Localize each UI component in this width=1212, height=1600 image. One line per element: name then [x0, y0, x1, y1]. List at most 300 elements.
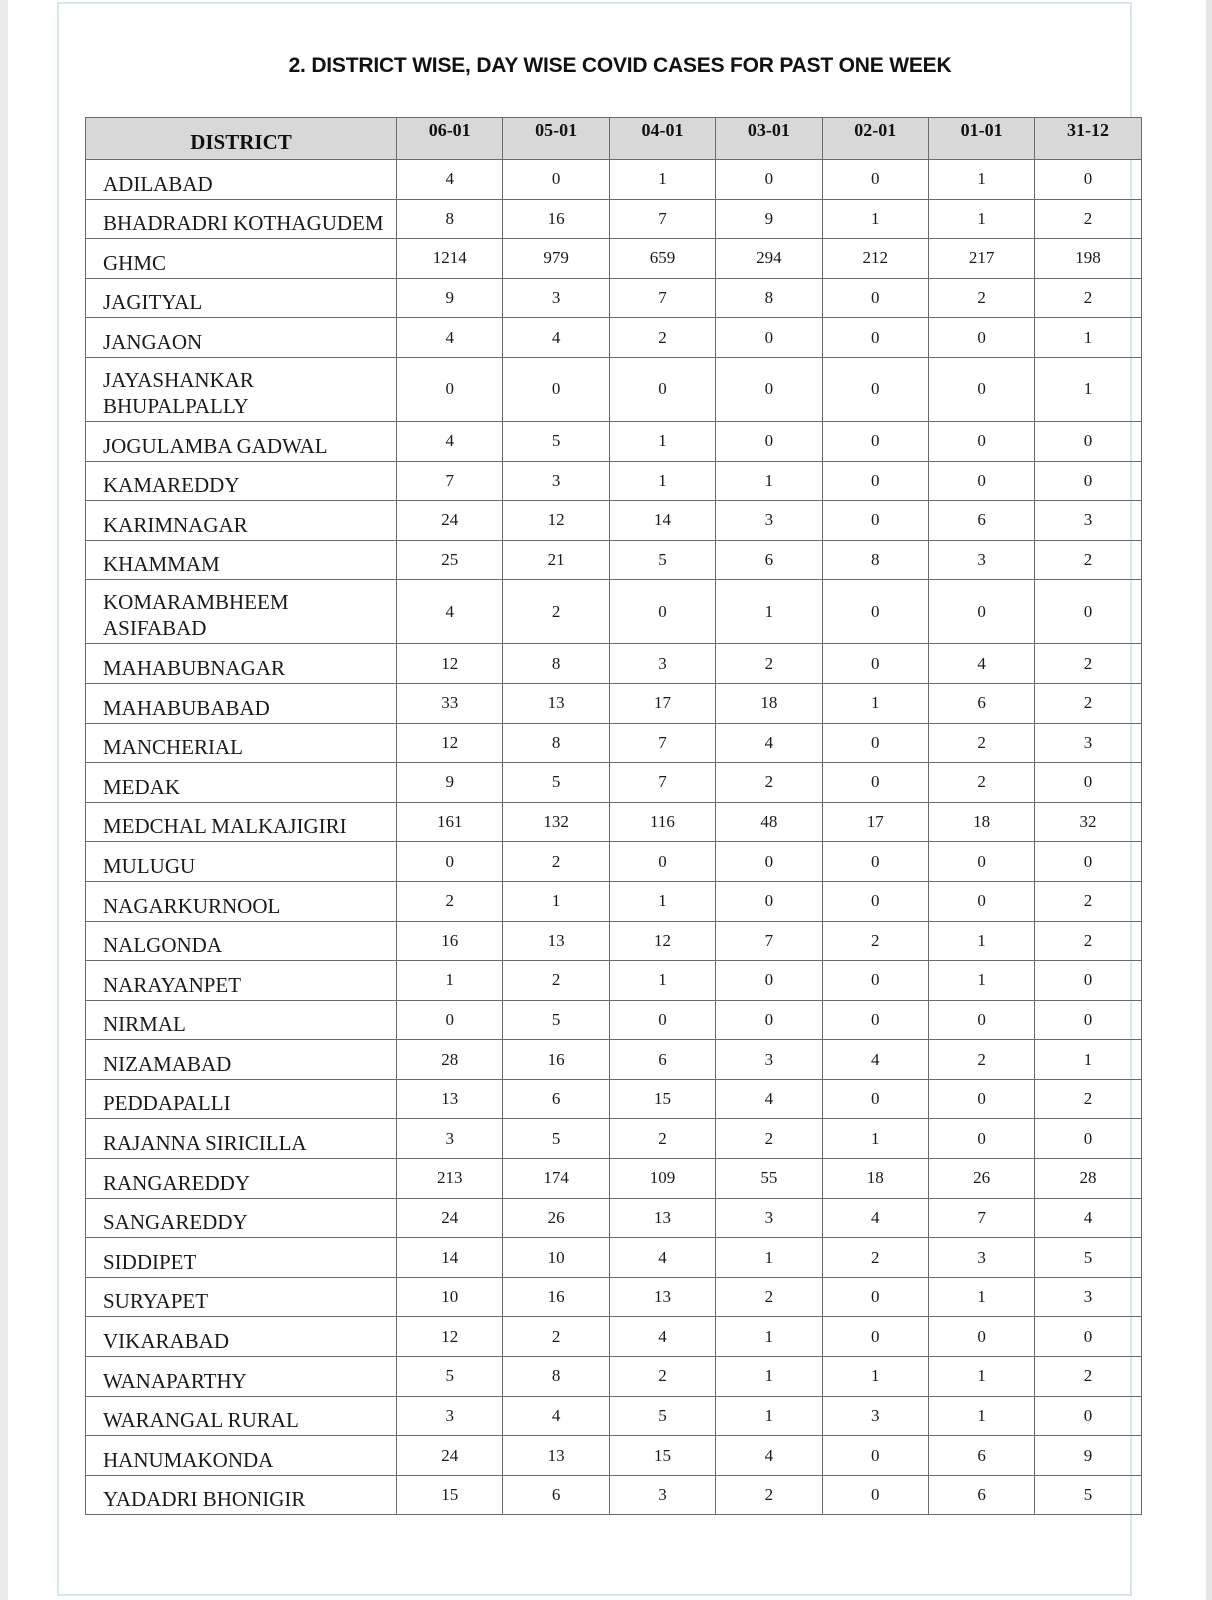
case-count-cell: 2 [1035, 1357, 1141, 1397]
case-count-cell: 0 [822, 357, 928, 421]
district-cases-table [85, 117, 1142, 1515]
table-row [86, 842, 1142, 882]
case-count-cell: 2 [716, 644, 822, 684]
case-count-cell: 0 [822, 842, 928, 882]
case-count-cell: 3 [503, 278, 609, 318]
column-header-date: 05-01 [503, 118, 609, 160]
case-count-cell: 48 [716, 802, 822, 842]
district-name-cell: NIRMAL [86, 1000, 397, 1040]
table-row [86, 1317, 1142, 1357]
case-count-cell: 9 [397, 763, 503, 803]
table-row [86, 580, 1142, 644]
case-count-cell: 2 [1035, 540, 1141, 580]
case-count-cell: 0 [822, 160, 928, 200]
case-count-cell: 2 [1035, 921, 1141, 961]
case-count-cell: 0 [928, 421, 1034, 461]
table-row [86, 881, 1142, 921]
table-row [86, 1040, 1142, 1080]
case-count-cell: 132 [503, 802, 609, 842]
case-count-cell: 3 [397, 1119, 503, 1159]
case-count-cell: 3 [609, 644, 715, 684]
case-count-cell: 55 [716, 1159, 822, 1199]
table-row [86, 802, 1142, 842]
case-count-cell: 0 [822, 644, 928, 684]
case-count-cell: 33 [397, 683, 503, 723]
case-count-cell: 4 [716, 1436, 822, 1476]
case-count-cell: 0 [1035, 1000, 1141, 1040]
case-count-cell: 2 [928, 763, 1034, 803]
case-count-cell: 4 [1035, 1198, 1141, 1238]
case-count-cell: 0 [928, 1000, 1034, 1040]
case-count-cell: 1 [1035, 1040, 1141, 1080]
case-count-cell: 1 [928, 921, 1034, 961]
case-count-cell: 0 [822, 461, 928, 501]
table-row [86, 540, 1142, 580]
case-count-cell: 2 [716, 763, 822, 803]
case-count-cell: 1 [609, 461, 715, 501]
case-count-cell: 5 [1035, 1238, 1141, 1278]
table-row [86, 723, 1142, 763]
case-count-cell: 0 [928, 357, 1034, 421]
case-count-cell: 28 [397, 1040, 503, 1080]
table-row [86, 1000, 1142, 1040]
case-count-cell: 1 [928, 961, 1034, 1001]
case-count-cell: 6 [503, 1475, 609, 1515]
case-count-cell: 0 [822, 278, 928, 318]
case-count-cell: 5 [503, 763, 609, 803]
case-count-cell: 2 [716, 1277, 822, 1317]
case-count-cell: 7 [609, 763, 715, 803]
case-count-cell: 2 [397, 881, 503, 921]
case-count-cell: 3 [503, 461, 609, 501]
table-row [86, 357, 1142, 421]
column-header-date: 31-12 [1035, 118, 1141, 160]
table-row [86, 1357, 1142, 1397]
case-count-cell: 0 [609, 357, 715, 421]
case-count-cell: 13 [397, 1079, 503, 1119]
case-count-cell: 0 [1035, 1317, 1141, 1357]
case-count-cell: 1 [716, 1396, 822, 1436]
table-row [86, 1119, 1142, 1159]
table-body [86, 160, 1142, 1515]
case-count-cell: 1 [716, 1357, 822, 1397]
case-count-cell: 5 [609, 1396, 715, 1436]
district-name-cell: YADADRI BHONIGIR [86, 1475, 397, 1515]
case-count-cell: 1 [716, 1317, 822, 1357]
case-count-cell: 8 [716, 278, 822, 318]
case-count-cell: 0 [716, 842, 822, 882]
case-count-cell: 5 [503, 1000, 609, 1040]
case-count-cell: 0 [397, 357, 503, 421]
case-count-cell: 9 [1035, 1436, 1141, 1476]
table-row [86, 763, 1142, 803]
case-count-cell: 12 [609, 921, 715, 961]
case-count-cell: 174 [503, 1159, 609, 1199]
case-count-cell: 1 [609, 881, 715, 921]
case-count-cell: 0 [928, 1119, 1034, 1159]
case-count-cell: 13 [503, 1436, 609, 1476]
case-count-cell: 4 [503, 318, 609, 358]
case-count-cell: 7 [397, 461, 503, 501]
case-count-cell: 0 [503, 160, 609, 200]
column-header-date: 01-01 [928, 118, 1034, 160]
case-count-cell: 2 [503, 1317, 609, 1357]
case-count-cell: 2 [609, 318, 715, 358]
case-count-cell: 0 [822, 723, 928, 763]
case-count-cell: 28 [1035, 1159, 1141, 1199]
district-name-cell: NARAYANPET [86, 961, 397, 1001]
case-count-cell: 6 [928, 501, 1034, 541]
case-count-cell: 0 [928, 461, 1034, 501]
case-count-cell: 15 [609, 1436, 715, 1476]
case-count-cell: 7 [716, 921, 822, 961]
case-count-cell: 1 [1035, 357, 1141, 421]
case-count-cell: 109 [609, 1159, 715, 1199]
case-count-cell: 2 [609, 1119, 715, 1159]
case-count-cell: 9 [716, 199, 822, 239]
case-count-cell: 16 [503, 1040, 609, 1080]
case-count-cell: 5 [1035, 1475, 1141, 1515]
case-count-cell: 0 [609, 1000, 715, 1040]
case-count-cell: 0 [822, 1436, 928, 1476]
table-row [86, 1277, 1142, 1317]
case-count-cell: 4 [397, 421, 503, 461]
table-row [86, 644, 1142, 684]
case-count-cell: 21 [503, 540, 609, 580]
viewer-scrollbar-track[interactable] [1206, 0, 1212, 1600]
case-count-cell: 8 [397, 199, 503, 239]
case-count-cell: 24 [397, 501, 503, 541]
case-count-cell: 2 [928, 723, 1034, 763]
table-row [86, 1159, 1142, 1199]
case-count-cell: 14 [397, 1238, 503, 1278]
case-count-cell: 6 [609, 1040, 715, 1080]
table-row [86, 160, 1142, 200]
case-count-cell: 15 [609, 1079, 715, 1119]
case-count-cell: 2 [1035, 1079, 1141, 1119]
table-row [86, 1238, 1142, 1278]
district-name-cell: RAJANNA SIRICILLA [86, 1119, 397, 1159]
case-count-cell: 4 [716, 723, 822, 763]
case-count-cell: 0 [609, 842, 715, 882]
case-count-cell: 16 [503, 199, 609, 239]
case-count-cell: 979 [503, 239, 609, 279]
case-count-cell: 0 [1035, 580, 1141, 644]
case-count-cell: 0 [716, 318, 822, 358]
case-count-cell: 1 [609, 160, 715, 200]
case-count-cell: 0 [1035, 763, 1141, 803]
case-count-cell: 4 [609, 1317, 715, 1357]
table-row [86, 921, 1142, 961]
column-header-date: 03-01 [716, 118, 822, 160]
case-count-cell: 659 [609, 239, 715, 279]
table-row [86, 318, 1142, 358]
case-count-cell: 2 [822, 921, 928, 961]
case-count-cell: 0 [1035, 1119, 1141, 1159]
case-count-cell: 13 [609, 1277, 715, 1317]
case-count-cell: 4 [397, 160, 503, 200]
case-count-cell: 0 [716, 881, 822, 921]
district-name-cell: GHMC [86, 239, 397, 279]
case-count-cell: 3 [1035, 1277, 1141, 1317]
case-count-cell: 7 [609, 199, 715, 239]
case-count-cell: 1214 [397, 239, 503, 279]
case-count-cell: 0 [503, 357, 609, 421]
case-count-cell: 0 [928, 842, 1034, 882]
table-row [86, 1475, 1142, 1515]
case-count-cell: 16 [503, 1277, 609, 1317]
district-name-cell: MULUGU [86, 842, 397, 882]
district-name-cell: KHAMMAM [86, 540, 397, 580]
case-count-cell: 5 [503, 421, 609, 461]
district-name-cell: HANUMAKONDA [86, 1436, 397, 1476]
case-count-cell: 10 [503, 1238, 609, 1278]
case-count-cell: 1 [609, 961, 715, 1001]
table-row [86, 501, 1142, 541]
case-count-cell: 2 [1035, 881, 1141, 921]
case-count-cell: 0 [1035, 961, 1141, 1001]
case-count-cell: 0 [609, 580, 715, 644]
case-count-cell: 1 [822, 1119, 928, 1159]
case-count-cell: 0 [716, 1000, 822, 1040]
case-count-cell: 2 [716, 1119, 822, 1159]
case-count-cell: 4 [822, 1040, 928, 1080]
case-count-cell: 12 [397, 723, 503, 763]
case-count-cell: 4 [609, 1238, 715, 1278]
case-count-cell: 24 [397, 1436, 503, 1476]
case-count-cell: 3 [716, 1198, 822, 1238]
case-count-cell: 0 [822, 421, 928, 461]
case-count-cell: 7 [609, 723, 715, 763]
case-count-cell: 4 [503, 1396, 609, 1436]
table-row [86, 461, 1142, 501]
district-name-cell: PEDDAPALLI [86, 1079, 397, 1119]
case-count-cell: 6 [928, 683, 1034, 723]
case-count-cell: 0 [822, 961, 928, 1001]
case-count-cell: 0 [822, 1277, 928, 1317]
district-name-cell: MEDAK [86, 763, 397, 803]
case-count-cell: 3 [928, 540, 1034, 580]
case-count-cell: 0 [397, 1000, 503, 1040]
case-count-cell: 13 [503, 683, 609, 723]
case-count-cell: 5 [397, 1357, 503, 1397]
case-count-cell: 4 [822, 1198, 928, 1238]
case-count-cell: 1 [503, 881, 609, 921]
case-count-cell: 7 [928, 1198, 1034, 1238]
case-count-cell: 8 [503, 1357, 609, 1397]
case-count-cell: 8 [503, 723, 609, 763]
case-count-cell: 7 [609, 278, 715, 318]
case-count-cell: 0 [397, 842, 503, 882]
case-count-cell: 1 [716, 461, 822, 501]
district-name-cell: SIDDIPET [86, 1238, 397, 1278]
case-count-cell: 8 [503, 644, 609, 684]
case-count-cell: 0 [822, 881, 928, 921]
case-count-cell: 0 [822, 580, 928, 644]
table-row [86, 421, 1142, 461]
case-count-cell: 2 [822, 1238, 928, 1278]
case-count-cell: 1 [609, 421, 715, 461]
case-count-cell: 6 [503, 1079, 609, 1119]
district-name-cell: BHADRADRI KOTHAGUDEM [86, 199, 397, 239]
district-name-cell: ADILABAD [86, 160, 397, 200]
case-count-cell: 2 [1035, 278, 1141, 318]
case-count-cell: 0 [716, 961, 822, 1001]
case-count-cell: 0 [1035, 1396, 1141, 1436]
case-count-cell: 24 [397, 1198, 503, 1238]
district-name-cell: MANCHERIAL [86, 723, 397, 763]
case-count-cell: 6 [928, 1475, 1034, 1515]
case-count-cell: 4 [716, 1079, 822, 1119]
table-row [86, 1198, 1142, 1238]
case-count-cell: 13 [609, 1198, 715, 1238]
case-count-cell: 8 [822, 540, 928, 580]
case-count-cell: 217 [928, 239, 1034, 279]
case-count-cell: 4 [928, 644, 1034, 684]
column-header-district: DISTRICT [86, 118, 397, 160]
column-header-date: 04-01 [609, 118, 715, 160]
district-name-cell: RANGAREDDY [86, 1159, 397, 1199]
district-name-cell: SANGAREDDY [86, 1198, 397, 1238]
case-count-cell: 5 [609, 540, 715, 580]
case-count-cell: 16 [397, 921, 503, 961]
table-row [86, 1079, 1142, 1119]
district-name-cell: JANGAON [86, 318, 397, 358]
case-count-cell: 0 [822, 501, 928, 541]
column-header-date: 06-01 [397, 118, 503, 160]
case-count-cell: 116 [609, 802, 715, 842]
case-count-cell: 26 [503, 1198, 609, 1238]
table-row [86, 278, 1142, 318]
case-count-cell: 9 [397, 278, 503, 318]
district-name-cell: JOGULAMBA GADWAL [86, 421, 397, 461]
case-count-cell: 212 [822, 239, 928, 279]
case-count-cell: 0 [716, 421, 822, 461]
column-header-date: 02-01 [822, 118, 928, 160]
district-name-cell: KARIMNAGAR [86, 501, 397, 541]
district-name-cell: KOMARAMBHEEM ASIFABAD [86, 580, 397, 644]
case-count-cell: 2 [503, 961, 609, 1001]
case-count-cell: 2 [928, 278, 1034, 318]
case-count-cell: 0 [928, 881, 1034, 921]
case-count-cell: 1 [397, 961, 503, 1001]
district-name-cell: MAHABUBABAD [86, 683, 397, 723]
case-count-cell: 294 [716, 239, 822, 279]
district-name-cell: MEDCHAL MALKAJIGIRI [86, 802, 397, 842]
table-row [86, 683, 1142, 723]
case-count-cell: 0 [928, 580, 1034, 644]
case-count-cell: 1 [928, 1357, 1034, 1397]
district-name-cell: WARANGAL RURAL [86, 1396, 397, 1436]
case-count-cell: 18 [716, 683, 822, 723]
case-count-cell: 1 [928, 1277, 1034, 1317]
case-count-cell: 14 [609, 501, 715, 541]
case-count-cell: 13 [503, 921, 609, 961]
table-row [86, 961, 1142, 1001]
page-title: 2. DISTRICT WISE, DAY WISE COVID CASES FOR PAST ONE WEEK [288, 54, 952, 77]
case-count-cell: 0 [928, 1079, 1034, 1119]
case-count-cell: 6 [928, 1436, 1034, 1476]
case-count-cell: 1 [1035, 318, 1141, 358]
case-count-cell: 3 [822, 1396, 928, 1436]
case-count-cell: 4 [397, 318, 503, 358]
district-name-cell: JAYASHANKAR BHUPALPALLY [86, 357, 397, 421]
case-count-cell: 3 [1035, 723, 1141, 763]
case-count-cell: 2 [609, 1357, 715, 1397]
case-count-cell: 161 [397, 802, 503, 842]
case-count-cell: 2 [503, 580, 609, 644]
district-name-cell: VIKARABAD [86, 1317, 397, 1357]
case-count-cell: 4 [397, 580, 503, 644]
district-name-cell: NALGONDA [86, 921, 397, 961]
case-count-cell: 1 [822, 683, 928, 723]
case-count-cell: 10 [397, 1277, 503, 1317]
case-count-cell: 0 [716, 357, 822, 421]
district-name-cell: MAHABUBNAGAR [86, 644, 397, 684]
case-count-cell: 1 [822, 199, 928, 239]
case-count-cell: 26 [928, 1159, 1034, 1199]
case-count-cell: 12 [397, 644, 503, 684]
case-count-cell: 12 [397, 1317, 503, 1357]
table-row [86, 239, 1142, 279]
case-count-cell: 198 [1035, 239, 1141, 279]
case-count-cell: 0 [928, 318, 1034, 358]
district-name-cell: KAMAREDDY [86, 461, 397, 501]
case-count-cell: 2 [1035, 199, 1141, 239]
case-count-cell: 0 [1035, 421, 1141, 461]
case-count-cell: 3 [1035, 501, 1141, 541]
case-count-cell: 2 [1035, 644, 1141, 684]
case-count-cell: 0 [822, 1000, 928, 1040]
case-count-cell: 32 [1035, 802, 1141, 842]
case-count-cell: 3 [716, 501, 822, 541]
case-count-cell: 0 [822, 1079, 928, 1119]
case-count-cell: 1 [928, 160, 1034, 200]
viewer-left-edge [0, 0, 8, 1600]
case-count-cell: 17 [609, 683, 715, 723]
case-count-cell: 2 [1035, 683, 1141, 723]
case-count-cell: 18 [928, 802, 1034, 842]
case-count-cell: 25 [397, 540, 503, 580]
district-name-cell: WANAPARTHY [86, 1357, 397, 1397]
table-header-row [86, 118, 1142, 160]
district-name-cell: NIZAMABAD [86, 1040, 397, 1080]
district-name-cell: NAGARKURNOOL [86, 881, 397, 921]
case-count-cell: 17 [822, 802, 928, 842]
case-count-cell: 0 [1035, 461, 1141, 501]
case-count-cell: 2 [503, 842, 609, 882]
case-count-cell: 0 [822, 763, 928, 803]
case-count-cell: 1 [716, 1238, 822, 1278]
case-count-cell: 1 [928, 1396, 1034, 1436]
case-count-cell: 12 [503, 501, 609, 541]
case-count-cell: 0 [1035, 160, 1141, 200]
case-count-cell: 0 [928, 1317, 1034, 1357]
case-count-cell: 6 [716, 540, 822, 580]
case-count-cell: 3 [928, 1238, 1034, 1278]
table-row [86, 1436, 1142, 1476]
case-count-cell: 3 [397, 1396, 503, 1436]
case-count-cell: 0 [822, 1317, 928, 1357]
case-count-cell: 3 [609, 1475, 715, 1515]
case-count-cell: 0 [822, 1475, 928, 1515]
case-count-cell: 0 [822, 318, 928, 358]
table-row [86, 199, 1142, 239]
case-count-cell: 2 [928, 1040, 1034, 1080]
case-count-cell: 5 [503, 1119, 609, 1159]
table-row [86, 1396, 1142, 1436]
case-count-cell: 1 [822, 1357, 928, 1397]
